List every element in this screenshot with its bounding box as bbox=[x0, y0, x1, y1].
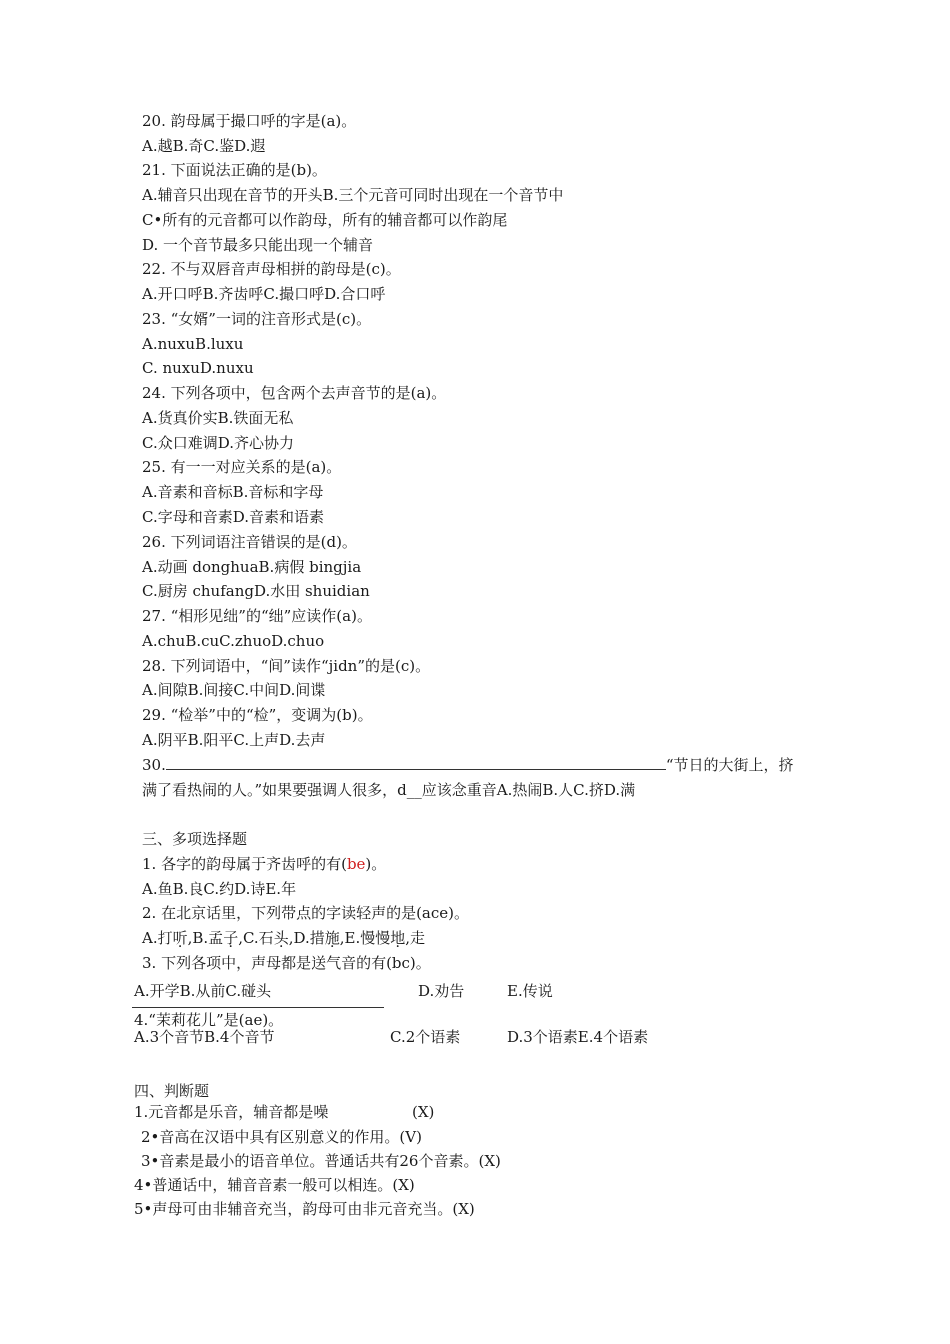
question-26-options-ab: A.动画 donghuaB.病假 bingjia bbox=[142, 558, 362, 576]
multi-question-4-option-c: C.2个语素 bbox=[390, 1028, 461, 1046]
multi-question-4: 4.“茉莉花儿”是(ae)。 bbox=[134, 1011, 284, 1029]
question-21: 21. 下面说法正确的是(b)。 bbox=[142, 161, 327, 179]
question-28: 28. 下列词语中，“间”读作“jidn”的是(c)。 bbox=[142, 657, 431, 675]
multi-question-4-options-ab: A.3个音节B.4个音节 bbox=[134, 1028, 275, 1046]
question-21-options-ab: A.辅音只出现在音节的开头B.三个元音可同时出现在一个音节中 bbox=[142, 186, 564, 204]
question-22: 22. 不与双唇音声母相拼的韵母是(c)。 bbox=[142, 260, 401, 278]
multi-question-4-options-de: D.3个语素E.4个语素 bbox=[507, 1028, 649, 1046]
multi-question-2-options bbox=[142, 928, 425, 948]
option-text: ,走 bbox=[405, 929, 426, 947]
option-text: A.打 bbox=[142, 929, 173, 947]
question-23: 23. “女婿”一词的注音形式是(c)。 bbox=[142, 310, 372, 328]
question-21-option-d: D. 一个音节最多只能出现一个辅音 bbox=[142, 236, 374, 254]
multi-question-3-option-e: E.传说 bbox=[507, 982, 553, 1000]
question-30-number: 30. bbox=[142, 756, 166, 774]
question-29-options: A.阴平B.阳平C.上声D.去声 bbox=[142, 731, 326, 749]
question-28-options: A.间隙B.间接C.中间D.间谍 bbox=[142, 681, 326, 699]
section-3-heading: 三、多项选择题 bbox=[142, 830, 248, 848]
multi-question-3: 3. 下列各项中，声母都是送气音的有(bc)。 bbox=[142, 954, 431, 972]
option-text: ,D.措 bbox=[288, 929, 325, 947]
question-22-options: A.开口呼B.齐齿呼C.撮口呼D.合口呼 bbox=[142, 285, 386, 303]
multi-question-3-option-d: D.劝告 bbox=[418, 982, 465, 1000]
multi-question-2: 2. 在北京话里，下列带点的字读轻声的是(ace)。 bbox=[142, 904, 470, 922]
multi-question-1-options: A.鱼B.良C.约D.诗E.年 bbox=[142, 880, 297, 898]
dotted-char: 施 bbox=[324, 929, 340, 947]
option-text: ,E.慢慢 bbox=[339, 929, 391, 947]
judgment-5: 5•声母可由非辅音充当，韵母可由非元音充当。(X) bbox=[134, 1200, 475, 1218]
section-4-heading: 四、判断题 bbox=[134, 1082, 210, 1100]
question-25-options-ab: A.音素和音标B.音标和字母 bbox=[142, 483, 324, 501]
judgment-3: 3•音素是最小的语音单位。普通话共有26个音素。(X) bbox=[141, 1152, 501, 1170]
option-text: ,B.孟 bbox=[187, 929, 224, 947]
question-30 bbox=[142, 755, 794, 775]
judgment-4: 4•普通话中，辅音音素一般可以相连。(X) bbox=[134, 1176, 415, 1194]
question-24: 24. 下列各项中，包含两个去声音节的是(a)。 bbox=[142, 384, 447, 402]
separator-line bbox=[132, 1007, 384, 1008]
question-25-options-cd: C.字母和音素D.音素和语素 bbox=[142, 508, 324, 526]
question-23-options-ab: A.nuxuB.luxu bbox=[142, 335, 244, 353]
question-29: 29. “检举”中的“检”，变调为(b)。 bbox=[142, 706, 373, 724]
question-23-options-cd: C. nuxuD.nuxu bbox=[142, 359, 254, 377]
question-21-option-c: C•所有的元音都可以作韵母，所有的辅音都可以作韵尾 bbox=[142, 211, 508, 229]
multi-question-3-options-abc: A.开学B.从前C.碰头 bbox=[134, 982, 272, 1000]
question-20-options: A.越B.奇C.鉴D.遐 bbox=[142, 137, 266, 155]
option-text: ,C.石 bbox=[238, 929, 274, 947]
question-20: 20. 韵母属于撮口呼的字是(a)。 bbox=[142, 112, 357, 130]
multi-question-1 bbox=[142, 854, 386, 874]
question-26-options-cd: C.厨房 chufangD.水田 shuidian bbox=[142, 582, 370, 600]
dotted-char: 听 bbox=[172, 929, 188, 947]
multi-question-1-close: )。 bbox=[365, 855, 387, 873]
multi-question-1-text: 1. 各字的韵母属于齐齿呼的有( bbox=[142, 855, 347, 873]
question-27-options: A.chuB.cuC.zhuoD.chuo bbox=[142, 632, 325, 650]
multi-question-1-answer: be bbox=[346, 855, 366, 873]
judgment-1: 1.元音都是乐音，辅音都是噪 bbox=[134, 1103, 329, 1121]
answer-blank-line bbox=[166, 755, 666, 770]
question-30-continued: 满了看热闹的人。”如果要强调人很多，d__应该念重音A.热闹B.人C.挤D.满 bbox=[142, 781, 636, 799]
question-27: 27. “相形见绌”的“绌”应读作(a)。 bbox=[142, 607, 372, 625]
question-30-text: “节日的大街上，挤 bbox=[665, 756, 794, 774]
dotted-char: 地 bbox=[390, 929, 406, 947]
question-24-options-ab: A.货真价实B.铁面无私 bbox=[142, 409, 294, 427]
question-25: 25. 有一一对应关系的是(a)。 bbox=[142, 458, 342, 476]
judgment-2: 2•音高在汉语中具有区别意义的作用。(V) bbox=[141, 1128, 422, 1146]
dotted-char: 头 bbox=[273, 929, 289, 947]
judgment-1-answer: (X) bbox=[412, 1103, 435, 1121]
question-24-options-cd: C.众口难调D.齐心协力 bbox=[142, 434, 294, 452]
question-26: 26. 下列词语注音错误的是(d)。 bbox=[142, 533, 357, 551]
dotted-char: 子 bbox=[223, 929, 239, 947]
